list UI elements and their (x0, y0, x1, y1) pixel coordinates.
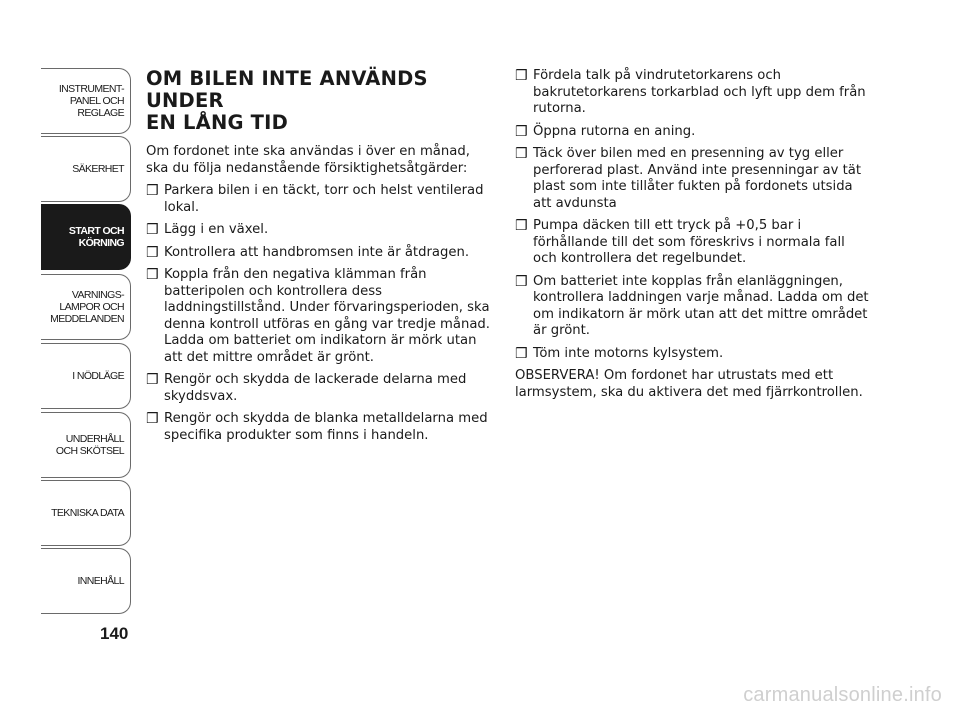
intro-paragraph: Om fordonet inte ska användas i över en månad, ska du följa nedanstående försiktighetsåtgärder: (146, 144, 470, 176)
list-item: ❒ Kontrollera att handbromsen inte är åtdragen. (146, 244, 470, 261)
checkbox-bullet-icon: ❒ (146, 267, 159, 283)
list-item: ❒ Rengör och skydda de blanka metalldelarna med specifika produkter som finns i handeln. (146, 411, 488, 443)
tab-i-nodlage[interactable] (41, 343, 131, 409)
tab-tekniska-data[interactable] (41, 480, 131, 546)
checkbox-bullet-icon: ❒ (146, 183, 159, 199)
content-left-column (146, 68, 494, 450)
checkbox-bullet-icon: ❒ (146, 411, 159, 427)
tab-underhall[interactable] (41, 412, 131, 478)
tab-varningslampor[interactable] (41, 274, 131, 340)
list-item: ❒ Töm inte motorns kylsystem. (515, 345, 724, 362)
tab-label: INNEHÅLL (77, 575, 124, 587)
tab-start-och-korning[interactable] (41, 204, 131, 270)
precautions-list-left (146, 183, 494, 444)
list-item: ❒ Om batteriet inte kopplas från elanläggningen, kontrollera laddningen varje månad. Ladda om det om indikatorn är mörk utan att det mittre området är grönt. (515, 273, 869, 338)
tab-sakerhet[interactable] (41, 136, 131, 202)
tab-label: I NÖDLÄGE (72, 370, 124, 382)
content-right-column (515, 68, 870, 407)
checkbox-bullet-icon: ❒ (515, 273, 528, 290)
checkbox-bullet-icon: ❒ (146, 222, 159, 238)
tab-label: INSTRUMENT- PANEL OCH REGLAGE (58, 83, 124, 119)
page-number: 140 (100, 624, 129, 643)
tab-label: START OCH KÖRNING (68, 225, 124, 249)
tab-instrumentpanel[interactable] (41, 68, 131, 134)
checkbox-bullet-icon: ❒ (515, 218, 528, 234)
precautions-list-right (515, 68, 870, 362)
section-title: OM BILEN INTE ANVÄNDS UNDER EN LÅNG TID (146, 67, 428, 134)
tab-label: VARNINGS- LAMPOR OCH MEDDELANDEN (50, 289, 124, 325)
list-item: ❒ Pumpa däcken till ett tryck på +0,5 bar i förhållande till det som föreskrivs i normala fall och kontrollera det regelbundet. (515, 218, 845, 266)
alarm-note: OBSERVERA! Om fordonet har utrustats med ett larmsystem, ska du aktivera det med fjärrkontrollen. (515, 368, 863, 400)
list-item: ❒ Öppna rutorna en aning. (515, 123, 696, 140)
watermark: carmanualsonline.info (743, 684, 942, 706)
list-item: ❒ Rengör och skydda de lackerade delarna med skyddsvax. (146, 372, 467, 404)
checkbox-bullet-icon: ❒ (146, 244, 159, 261)
checkbox-bullet-icon: ❒ (515, 146, 528, 162)
tab-label: UNDERHÅLL OCH SKÖTSEL (55, 433, 124, 457)
tab-label: TEKNISKA DATA (51, 507, 124, 519)
list-item: ❒ Lägg i en växel. (146, 222, 269, 238)
checkbox-bullet-icon: ❒ (515, 123, 528, 140)
tab-label: SÄKERHET (72, 163, 124, 175)
list-item: ❒ Täck över bilen med en presenning av tyg eller perforerad plast. Använd inte presenningar av tät plast som inte tillåter fukten på fordonets utsida att avdunsta (515, 146, 862, 211)
list-item: ❒ Parkera bilen i en täckt, torr och helst ventilerad lokal. (146, 183, 484, 215)
checkbox-bullet-icon: ❒ (146, 372, 159, 388)
tab-innehall[interactable] (41, 548, 131, 614)
checkbox-bullet-icon: ❒ (515, 345, 528, 362)
list-item: ❒ Fördela talk på vindrutetorkarens och bakrutetorkarens torkarblad och lyft upp dem från rutorna. (515, 68, 866, 116)
list-item: ❒ Koppla från den negativa klämman från batteripolen och kontrollera dess laddningstillstånd. Under förvaringsperioden, ska denna kontroll utföras en gång var tredje månad. Ladda om batteriet om indikatorn är mörk utan att det mittre området är grönt. (146, 267, 490, 365)
checkbox-bullet-icon: ❒ (515, 68, 528, 84)
